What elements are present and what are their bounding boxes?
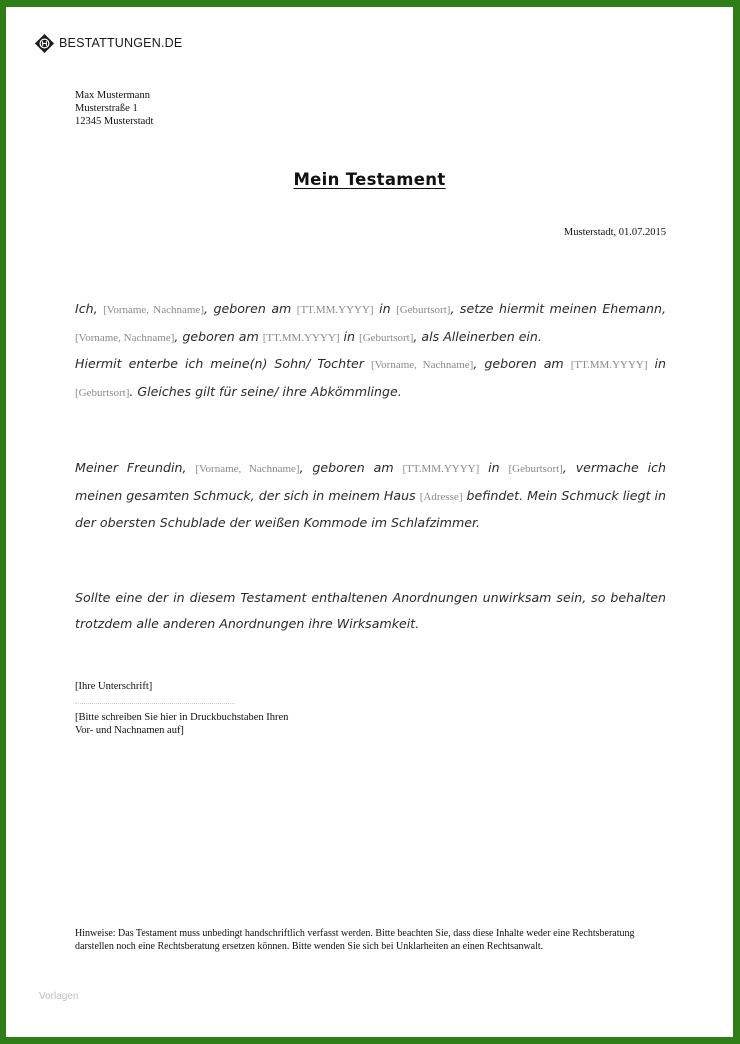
placeholder-field: [TT.MM.YYYY] [296,304,374,316]
document-title-row [6,170,733,190]
handwritten-text: Meiner Freundin, [75,460,196,475]
document-page [6,7,733,1037]
handwritten-text: Hiermit enterbe ich meine(n) Sohn/ Tochter [75,356,371,372]
signature-line [75,703,235,704]
placeholder-field: [TT.MM.YYYY] [402,463,480,475]
handwritten-text: in [373,301,397,316]
handwritten-text: , als Alleinerben ein. [413,328,542,344]
placeholder-field: [Geburtsort] [396,304,451,316]
handwritten-text: , geboren am [203,301,297,316]
handwritten-text: Sollte eine der in diesem Testament enthaltenen Anordnungen unwirksam sein, so behalten trotzdem alle anderen Anordnungen ihre Wirksamkeit. [75,590,666,631]
paragraph-text [75,296,666,407]
handwritten-text: in [479,460,509,475]
testament-paragraph-2 [75,455,666,536]
handwritten-text: , vermache ich meinen gesamten Schmuck, der sich in meinem Haus [75,460,666,503]
document-title: Mein Testament [293,170,446,189]
handwritten-text: Ich, [75,301,104,316]
signature-note-line-2: Vor- und Nachnamen auf] [75,725,184,736]
testament-paragraph-1 [75,296,666,407]
sender-street: Musterstraße 1 [75,103,138,114]
document-date: Musterstadt, 01.07.2015 [563,227,666,238]
signature-label: [Ihre Unterschrift] [75,681,153,692]
handwritten-text: in [647,356,667,372]
handwritten-text: befindet. Mein Schmuck liegt in der obersten Schublade der weißen Kommode im Schlafzimmer. [75,487,666,531]
placeholder-field: [Adresse] [419,490,463,503]
paragraph-text [75,455,666,536]
placeholder-field: [Vorname, Nachname] [75,331,175,344]
footer-watermark: Vorlagen [39,991,79,1002]
sender-city: 12345 Musterstadt [75,116,154,127]
placeholder-field: [Vorname, Nachname] [195,463,300,475]
handwritten-text: . Gleiches gilt für seine/ ihre Abkömmlinge. [129,384,402,400]
placeholder-field: [Geburtsort] [359,331,414,344]
placeholder-field: [Vorname, Nachname] [103,304,204,316]
brand-name: BESTATTUNGEN.DE [59,36,183,50]
diamond-logo-icon [34,33,55,54]
placeholder-field: [Geburtsort] [508,463,563,475]
sender-name: Max Mustermann [75,90,150,101]
handwritten-text: in [339,328,360,344]
signature-note [75,711,288,737]
testament-paragraph-3 [75,585,666,636]
handwritten-text: , geboren am [299,460,403,475]
handwritten-text: , setze hiermit meinen Ehemann, [450,301,666,316]
placeholder-field: [Vorname, Nachname] [370,359,474,372]
paragraph-text [75,585,666,636]
placeholder-field: [Geburtsort] [75,387,130,400]
brand-logo[interactable] [34,32,182,54]
placeholder-field: [TT.MM.YYYY] [570,359,648,372]
handwritten-text: , geboren am [473,356,571,372]
sender-address [75,89,153,128]
handwritten-text: , geboren am [174,328,263,344]
signature-note-line-1: [Bitte schreiben Sie hier in Druckbuchstaben Ihren [75,712,289,723]
placeholder-field: [TT.MM.YYYY] [262,331,340,344]
legal-notice: Hinweise: Das Testament muss unbedingt handschriftlich verfasst werden. Bitte beachten Sie, dass diese Inhalte weder eine Rechtsberatung darstellen noch eine Rechtsberatung ersetzen können. Bitte wenden Sie sich bei Unklarheiten an einen Rechtsanwalt. [75,928,635,953]
